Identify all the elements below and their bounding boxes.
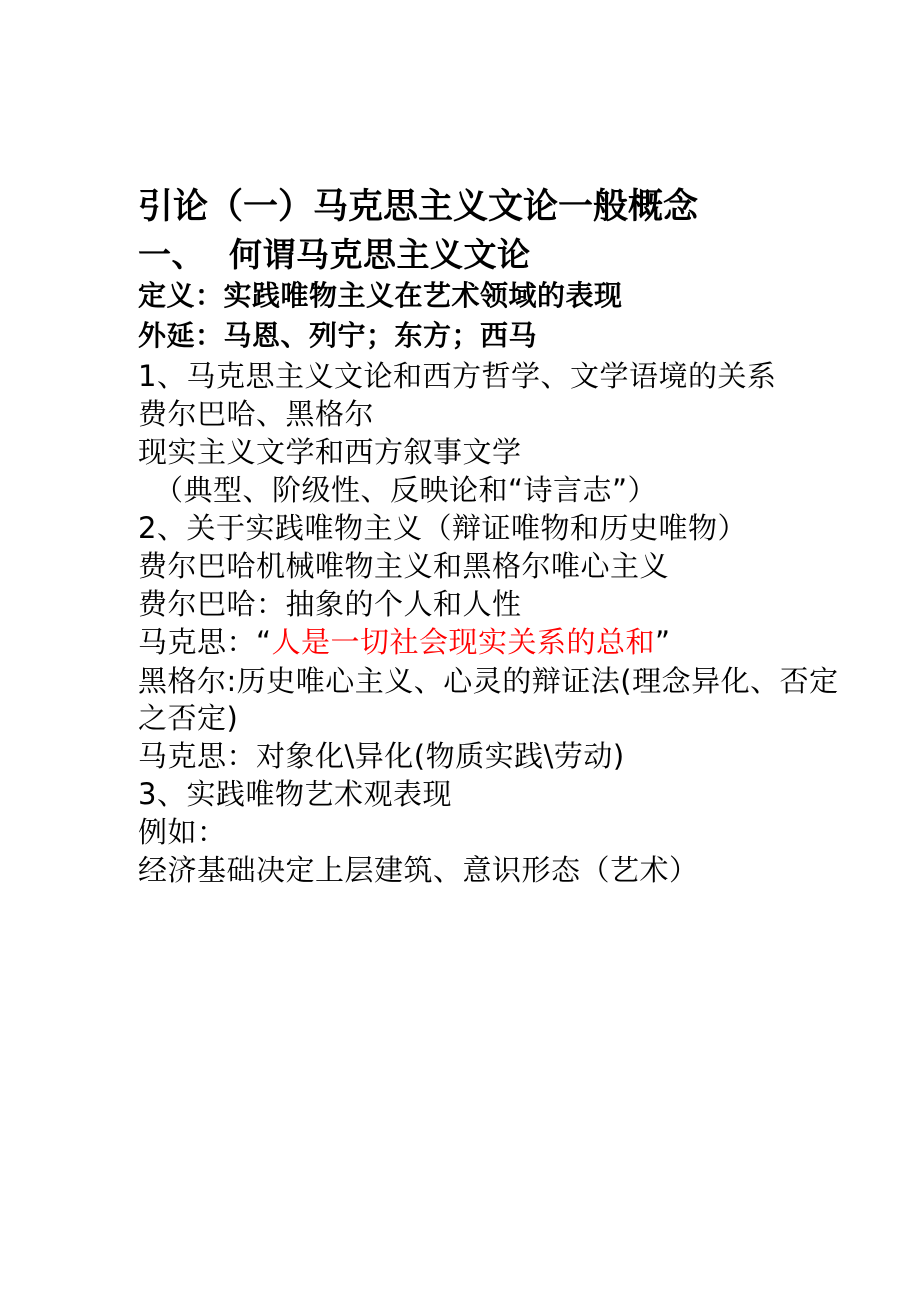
feuerbach-abstract-line: 费尔巴哈：抽象的个人和人性 (138, 587, 522, 622)
mechanical-idealism-line: 费尔巴哈机械唯物主义和黑格尔唯心主义 (138, 549, 670, 584)
economic-base-line: 经济基础决定上层建筑、意识形态（艺术） (138, 853, 699, 888)
item-2-line: 2、关于实践唯物主义（辩证唯物和历史唯物） (138, 511, 747, 546)
example-label-line: 例如： (138, 815, 227, 849)
extension-line: 外延：马恩、列宁；东方；西马 (138, 318, 538, 352)
page-title: 引论（一）马克思主义文论一般概念 (138, 187, 699, 227)
item-3-line: 3、实践唯物艺术观表现 (138, 776, 452, 811)
hegel-history-line: 黑格尔:历史唯心主义、心灵的辩证法(理念异化、否定之否定) (138, 663, 839, 735)
realism-narrative-line: 现实主义文学和西方叙事文学 (138, 434, 522, 469)
item-1-line: 1、马克思主义文论和西方哲学、文学语境的关系 (138, 358, 777, 393)
section-heading: 一、 何谓马克思主义文论 (138, 234, 531, 274)
marx-quote-line (138, 624, 850, 661)
typical-parenthetical-line: （典型、阶级性、反映论和“诗言志”） (154, 473, 658, 508)
marx-quote-suffix: ” (655, 625, 671, 660)
marx-quote-prefix: 马克思：“ (138, 625, 272, 660)
marx-objectification-line: 马克思：对象化\异化(物质实践\劳动) (138, 738, 625, 773)
feuerbach-hegel-line: 费尔巴哈、黑格尔 (138, 396, 375, 431)
marx-quote-text: 人是一切社会现实关系的总和 (271, 625, 656, 660)
definition-line: 定义：实践唯物主义在艺术领域的表现 (138, 279, 623, 313)
